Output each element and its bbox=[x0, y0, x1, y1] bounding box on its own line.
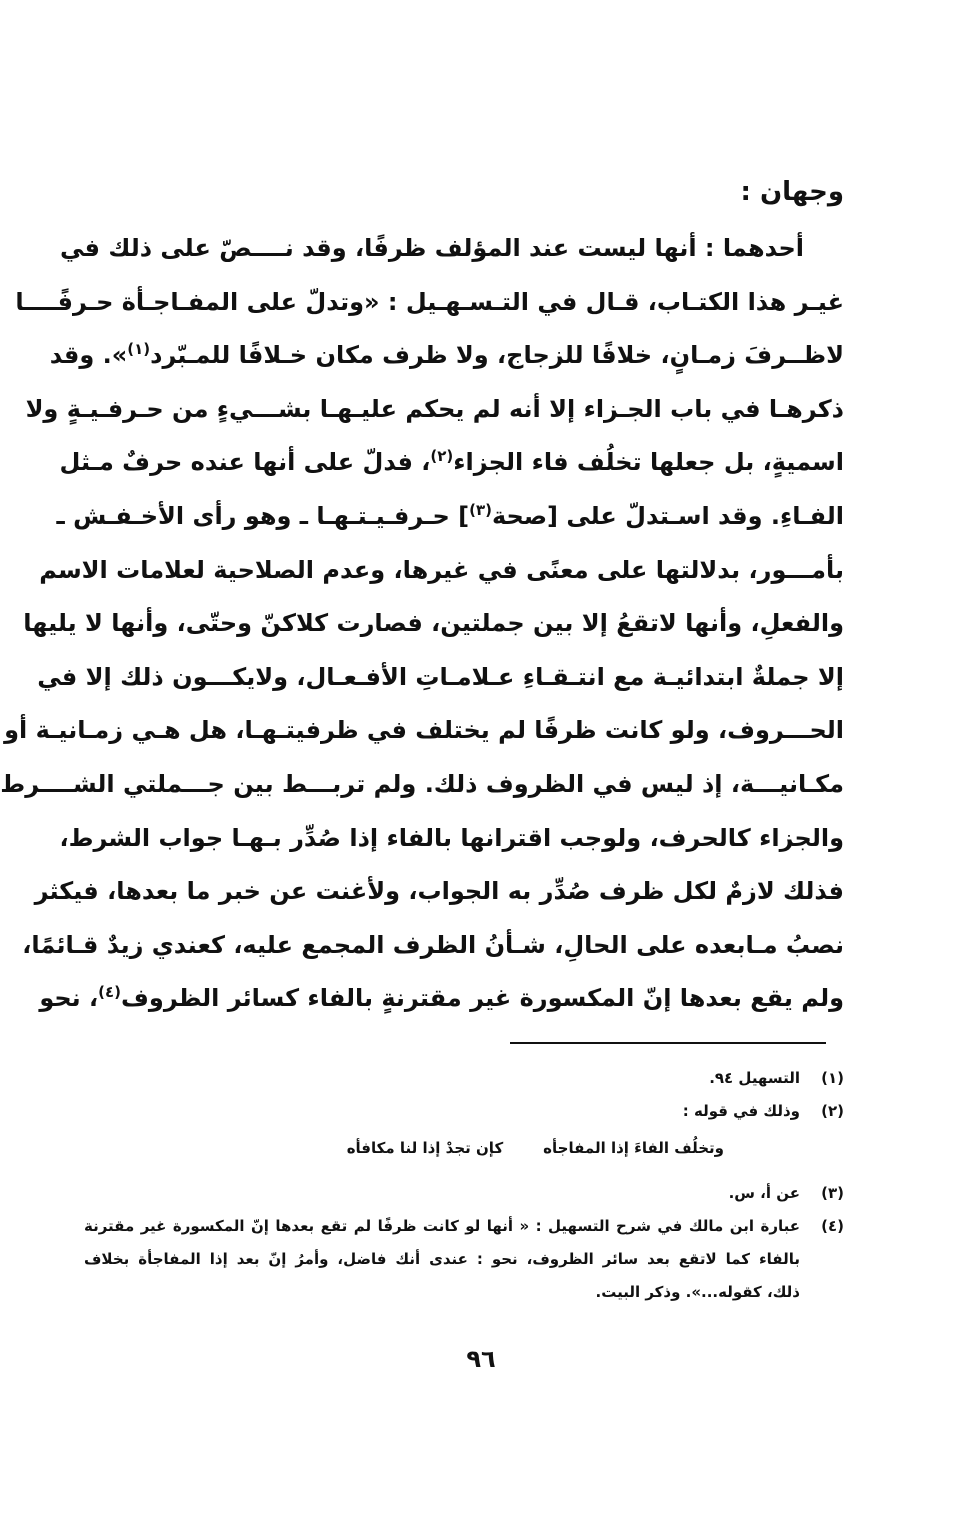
footnote-separator bbox=[510, 1042, 826, 1044]
section-heading: وجهان : bbox=[740, 177, 844, 207]
footnote-4-line-1: عبارة ابن مالك في شرح التسهيل : « أنها لو كانت ظرفًا لم تقع بعدها إنّ المكسورة غير مقترنة bbox=[84, 1217, 800, 1235]
footnote-4-number: (٤) bbox=[821, 1217, 844, 1235]
footnote-ref-2[interactable]: (٢) bbox=[430, 447, 454, 466]
verse-first-hemistich: وتخلُف الفاءَ إذا المفاجأه bbox=[543, 1139, 724, 1157]
text-line-11-content: مكـانيـــة، إذ ليس في الظروف ذلك. ولم تربـــط بين جـــملتي الشــــرط bbox=[0, 769, 844, 798]
text-line-7-content: بأمـــور، بدلالتها على معنًى في غيرها، وعدم الصلاحية لعلامات الاسم bbox=[39, 555, 844, 584]
footnote-4-body bbox=[84, 1210, 800, 1309]
text-line-12-content: والجزاء كالحرف، ولوجب اقترانها بالفاء إذا صُدِّر بـهـا جواب الشرط، bbox=[59, 823, 844, 852]
text-line-12 bbox=[59, 812, 844, 866]
text-line-15-tail: ، نحو bbox=[39, 984, 99, 1013]
text-line-14 bbox=[22, 919, 844, 973]
text-line-2-content: غيـر هذا الكتـاب، قـال في التـسـهـيل : «وتدلّ على المفـاجـأة حـرفًــــا bbox=[15, 287, 844, 316]
text-line-6-tail: ] حـرفـيـتـهـا ـ وهو رأى الأخـفـش ـ bbox=[56, 501, 470, 530]
text-line-3-content: لاظــرفَ زمـانٍ، خلافًا للزجاج، ولا ظرف مكان خـلافًا للمـبّرد bbox=[150, 341, 844, 370]
footnote-3-number: (٣) bbox=[821, 1184, 844, 1202]
footnote-ref-3[interactable]: (٣) bbox=[469, 500, 492, 519]
text-line-5-content: اسميةٍ، بل جعلها تخلُف فاء الجزاء bbox=[453, 448, 844, 477]
footnote-1-number: (١) bbox=[821, 1069, 844, 1087]
footnotes bbox=[84, 1062, 844, 1309]
text-line-1-content: أحدهما : أنها ليست عند المؤلف ظرفًا، وقد نــــصّ على ذلك في bbox=[60, 234, 804, 262]
text-line-13 bbox=[34, 865, 844, 919]
text-line-6-content: الفـاءِ. وقد اسـتدلّ على [صحة bbox=[491, 501, 844, 530]
text-line-8-content: والفعلِ، وأنها لاتقعُ إلا بين جملتين، فصارت كلاكنّ وحتّى، وأنها لا يليها bbox=[23, 609, 844, 638]
footnote-1-text: التسهيل ٩٤. bbox=[709, 1069, 800, 1087]
text-line-3 bbox=[49, 329, 844, 383]
text-line-4 bbox=[25, 383, 844, 437]
text-line-3-tail: ». وقد bbox=[49, 341, 128, 370]
text-line-14-content: نصبُ مـابعده على الحالِ، شـأنُ الظرف المجمع عليه، كعندي زيدٌ قـائمًا، bbox=[22, 930, 844, 959]
footnote-3-text: عن أ، س. bbox=[728, 1184, 800, 1202]
text-line-8 bbox=[23, 597, 844, 651]
footnote-2-verse bbox=[84, 1132, 844, 1165]
text-line-5 bbox=[59, 436, 844, 490]
text-line-2 bbox=[15, 276, 844, 330]
footnote-2-text: وذلك في قوله : bbox=[682, 1102, 800, 1120]
text-line-6 bbox=[56, 490, 844, 544]
text-line-5-tail: ، فدلّ على أنها عنده حرفٌ مـثل bbox=[59, 448, 431, 477]
footnote-1 bbox=[84, 1062, 844, 1095]
footnote-ref-1[interactable]: (١) bbox=[127, 340, 151, 359]
text-line-7 bbox=[39, 544, 844, 598]
main-text bbox=[0, 222, 844, 1026]
text-line-15 bbox=[39, 972, 844, 1026]
text-line-13-content: فذلك لازمٌ لكل ظرف صُدِّر به الجواب، ولأغنت عن خبر ما بعدها، فيكثر bbox=[34, 877, 844, 906]
text-line-10-content: الحـــروف، ولو كانت ظرفًا لم يختلف في ظرفيتـهـا، هل هـي زمـانيـة أو bbox=[4, 716, 844, 745]
footnote-2-number: (٢) bbox=[821, 1102, 844, 1120]
verse-second-hemistich: كإن تجدْ إذا لنا مكافأه bbox=[346, 1139, 504, 1157]
text-line-9 bbox=[37, 651, 844, 705]
text-line-4-content: ذكرهـا في باب الجـزاء إلا أنه لم يحكم عليـهـا بشـــيءٍ من حـرفـيـةٍ ولا bbox=[25, 394, 844, 423]
footnote-3 bbox=[84, 1177, 844, 1210]
footnote-4-line-3: ذلك، كقوله...». وذكر البيت. bbox=[595, 1283, 800, 1301]
footnote-2 bbox=[84, 1095, 844, 1128]
text-line-9-content: إلا جملةٌ ابتدائيـة مع انتـقـاءِ عـلامـاتِ الأفـعـال، ولايكـــون ذلك إلا في bbox=[37, 662, 844, 691]
footnote-4-line-2: بالفاء كما لاتقع بعد سائر الظروف، نحو : عندى أنك فاضل، وأمرُ إنّ بعد إذا المفاجأة بخلاف bbox=[84, 1250, 800, 1268]
page-number: ٩٦ bbox=[466, 1345, 496, 1373]
footnote-ref-4[interactable]: (٤) bbox=[98, 983, 122, 1002]
text-line-1 bbox=[60, 222, 844, 276]
text-line-10 bbox=[4, 704, 844, 758]
footnote-4 bbox=[84, 1210, 844, 1309]
text-line-15-content: ولم يقع بعدها إنّ المكسورة غير مقترنةٍ بالفاء كسائر الظروف bbox=[121, 984, 844, 1013]
text-line-11 bbox=[0, 758, 844, 812]
